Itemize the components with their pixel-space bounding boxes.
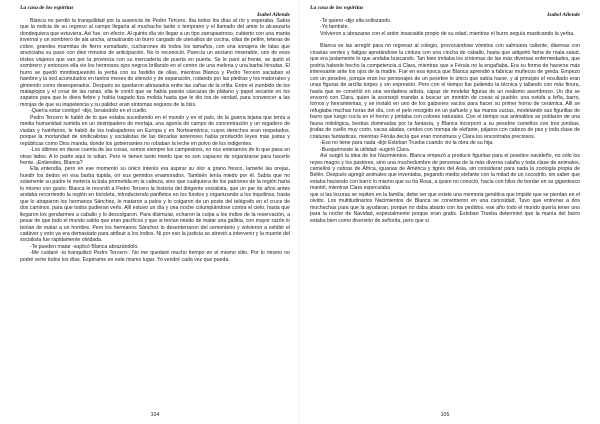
paragraph: Blanca no perdió la tranquilidad por la ausencia de Pedro Tercero. Iba todos los días al río y esperaba. Sabía que la noticia de su regreso al campo llegaría al muchacho tarde o temprano y el llamado del amor lo alcanzaría dondequiera que estuviera. Así fue, en efecto. Al quinto día vio llegar a un tipo zarrapastroso, cubierto con una manta invernal y un sombrero de ala ancha, arrastrando un burro cargado de utensilios de cocina, ollas de peltre, teteras de cobre, grandes marmitas de fierro esmaltado, cucharones de todos los tamaños, con una sonajera de latas que anunciaba su paso con diez minutos de anticipación. No lo reconoció. Parecía un anciano miserable, uno de esos tristes viajeros que van por la provincia con su mercadería de puerta en puerta. Se le paró al frente, se quitó el sombrero y entonces ella vio los hermosos ojos negros brillando en el centro de una melena y una barba hirsutas. El burro se quedó mordisqueando la yerba con su fastidio de ollas, mientras Blanca y Pedro Tercero saciaban el hambre y la sed acumulados en tantos meses de silencio y de separación, rodando por las piedras y los matorrales y gimiendo como desesperados. Después se quedaron abrazados entre las cañas de la orilla. Entre el zumbido de los matapiojos y el croar de las ranas, ella le contó que se había puesto cáscaras de plátano y papel secante en los zapatos para que le diera fiebre y había tragado tiza molida hasta que le dio tos de verdad, para convencer a las monjas de que su inapetencia y su palidez eran síntomas seguros de la tisis.: [20, 18, 290, 108]
paragraph: Ella entendía, pero en ese momento su único interés era aspirar su olor a grano fresco, lamerle las orejas, hundir los dedos en esa barba tupida, oír sus gemidos enamorados. También tenía miedo por él. Sabía que no solamente su padre le metería la bala prometida en la cabeza, sino que cualquiera de los patrones de la región haría lo mismo con gusto. Blanca le recordó a Pedro Tercero la historia del dirigente socialista, que un par de años antes andaba recorriendo la región en bicicleta, introduciendo panfletos en los fundos y organizando a los inquilinos, hasta que lo atraparon los hermanos Sánchez, lo mataron a palos y lo colgaron de un poste del telégrafo en el cruce de dos caminos, para que todos pudieran verlo. Allí estuvo un día y una noche columpiándose contra el cielo, hasta que llegaron los gendarmes a caballo y lo descolgaron. Para disimular, echaron la culpa a los indios de la reservación, a pesar de que todo el mundo sabía que eran pacíficos y que si tenían miedo de matar una gallina, con mayor razón lo tenían de matar a un hombre. Pero los hermanos Sánchez lo desenterraron del cementerio y volvieron a exhibir el cadáver y esto ya era demasiado para atribuir a los indios. Ni por eso la justicia se atrevió a intervenir y la muerte del socialista fue rápidamente olvidada.: [20, 166, 290, 244]
paragraph: -Te quiero -dijo ella sollozando.: [320, 18, 392, 24]
paragraph: -Quería estar contigo! -dijo, besándolo en el cuello.: [30, 108, 148, 115]
paragraph: -Eso no tiene para nada -dijo Esteban Trueba cuando vio la obra de su hija.: [320, 140, 494, 147]
left-page-header: [20, 5, 290, 18]
right-page-header: [310, 5, 580, 18]
left-page-body: [20, 18, 290, 263]
paragraph: -Busquémosle la utilidad -sugirió Clara.: [320, 146, 411, 153]
right-page-body: [310, 18, 580, 224]
paragraph: -Te pueden matar -suplicó Blanca abrazándolo.: [30, 243, 139, 250]
left-page: [0, 0, 298, 424]
author-name: Isabel Allende: [547, 12, 580, 18]
page-number: 105: [440, 412, 450, 418]
page-number: 104: [150, 412, 160, 418]
author-name: Isabel Allende: [257, 12, 290, 18]
paragraph: -Me cuidaré -la tranquilizó Pedro Tercero-. No me quedaré mucho tiempo en el mismo sitio. Por lo mismo no podré verte todos los días. Espérame en este mismo lugar. Yo vendré cada vez que pueda.: [20, 250, 290, 263]
paragraph: Volvieron a abrazarse con el ardor insaciable propio de su edad, mientras el burro seguía masticando la yerba.: [320, 30, 575, 37]
page-gutter: [299, 0, 300, 424]
paragraph: Así surgió la idea de los Nacimientos. Blanca empezó a producir figuritas para el pesebre navideño, no sólo los reyes magos y los pastores, sino una muchedumbre de personas de la más diversa calaña y toda clase de animales, camellos y cebras de África, iguanas de América y tigres del Asia, sin considerar para nada la zoología propia de Belén. Después agregó animales que inventaba, pegando medio elefante con la mitad de un cocodrilo, sin saber que estaba haciendo con barro lo mismo que su tía Rosa, a quien no conoció, hacía con hilos de bordar en su gigantesco mantel, mientras Clara especulaba: [310, 153, 580, 192]
running-title: La casa de los espíritus: [310, 5, 364, 11]
running-title: La casa de los espíritus: [20, 5, 74, 11]
paragraph: -Yo también.: [320, 24, 349, 31]
paragraph: Blanca se las arregló para no regresar al colegio, provocándose vómitos con salmuera caliente, diarreas con ciruelas verdes y fatigas apretándose la cintura con una cincha de caballo, hasta que adquirió fama de mala salud, que era justamente lo que andaba buscando. Tan bien imitaba los síntomas de las más diversas enfermedades, que podría haberle hecho la competencia a Clara, mientras que a Férula no la engañaba. Era su forma de hacerse más interesante ante los ojos de la madre. Fue en esa época que Blanca aprendió a fabricar muñecos de greda. Empezó con un pesebre, porque eran los personajes de un pesebre lo único que sabía hacer, y al principio el resultado eran unas figuras de arcilla torpes y sin expresión. Pero con el tiempo fue puliendo la técnica y tallando con más finura, hasta que se convirtió en una verdadera artista, capaz de modelar figuras de un realismo asombroso. Un día se encerró con Clara, quien la aconsejó mandar a buscar un montón de cosas al pueblo: una estufa a leña, barro, tornos y herramientas, y se instaló en uno de los galpones vacíos para hacer su primer horno de cerámica. Allí se refugiaba muchas horas del día, con el pelo recogido en un pañuelo y las manos sucias, modelando sus figurillas de barro que luego cocía en el horno y pintaba con colores naturales. Con el tiempo sus animalitos se poblaron de una fauna mitológica, bestias dominadas por la fantasía, y Blanca incorporó a su pesebre camellos con tres jorobas, jirafas de cuello muy corto, vacas aladas, cerdos con trompa de elefante, pájaros con cabeza de pez y toda clase de criaturas fantásticas, mientras Férula decía que eran monstruos y Clara los encontraba preciosos.: [310, 43, 580, 140]
paragraph: -Los últimos en darse cuenta de las cosas, somos siempre los campesinos, no nos enteramos de lo que pasa en otras lados. A lo padre aquí lo odian. Pero le tienen tanto miedo que no son capaces de organizarse para hacerle frente. ¡Entiendes, Blanca?: [20, 147, 290, 166]
right-page: [302, 0, 600, 424]
paragraph: Pedro Tercero le habló de lo que estaba sucediendo en el mundo y en el país, de la guerra lejana que tenía a media humanidad sumida en un destripadero de mortaja, una agonía de campo de concentración y un regadero de viudas y huérfanos, le habló de los trabajadores en Europa y en Norteamérica, cuyos derechos eran respetados, porque la mortandad de sindicalistas y socialistas de las décadas anteriores había producido leyes más justas y repúblicas como Dios manda, donde los gobernantes no robaban la leche en polvo de los indigentes.: [20, 114, 290, 147]
paragraph: que si las locuras se repiten en la familia, debe ser que existe una memoria genética que impide que se pierdan en el olvido. Los multitudinarios Nacimientos de Blanca se convirtieron en una curiosidad. Tuvo que entrenar a dos muchachas para que la ayudaran, porque no daba abasto con los pedidos, ese año todo el mundo quería tener uno para la noche de Navidad, especialmente porque eran gratis. Esteban Trueba determinó que la manía del barro estaba bien como diversión de señorita, pero que si: [310, 191, 580, 224]
